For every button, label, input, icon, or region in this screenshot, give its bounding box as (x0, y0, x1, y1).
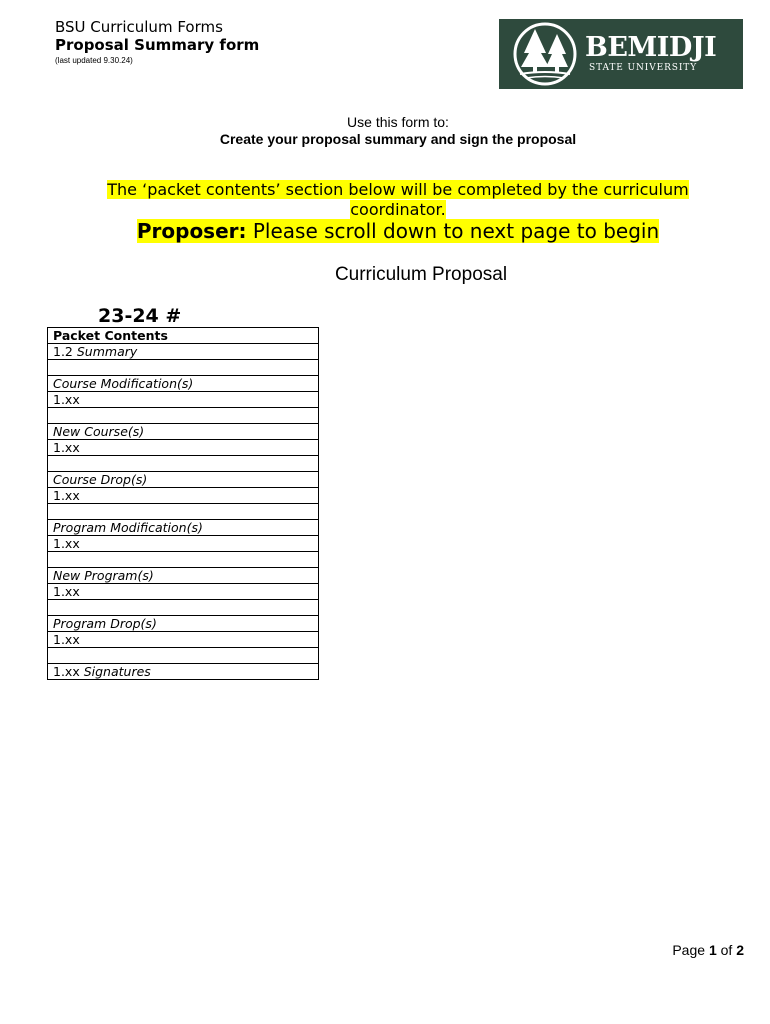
packet-cell: Course Modification(s) (48, 376, 319, 392)
coordinator-note (96, 180, 700, 220)
table-row (48, 328, 319, 344)
item-number: 1.2 (53, 344, 77, 359)
proposal-number-label: 23-24 # (98, 305, 182, 327)
logo-wordmark: BEMIDJI (585, 32, 717, 63)
of-word: of (716, 942, 737, 958)
packet-cell (48, 344, 319, 360)
form-header (55, 18, 259, 67)
intro-line: Use this form to: (347, 114, 449, 130)
logo-subtitle: STATE UNIVERSITY (589, 63, 698, 73)
page-number (672, 942, 744, 959)
packet-cell (48, 360, 319, 376)
item-label: Signatures (83, 664, 151, 679)
table-row (48, 408, 319, 424)
table-row (48, 488, 319, 504)
packet-cell (48, 408, 319, 424)
table-row (48, 520, 319, 536)
table-row (48, 360, 319, 376)
proposer-text: Please scroll down to next page to begin (246, 219, 660, 243)
coordinator-note-text: The ‘packet contents’ section below will be completed by the curriculum coordinator. (107, 180, 689, 219)
item-number: 1.xx (53, 664, 84, 679)
table-row (48, 600, 319, 616)
form-title: Proposal Summary form (55, 36, 260, 54)
table-row (48, 472, 319, 488)
packet-cell (48, 504, 319, 520)
packet-cell: Program Modification(s) (48, 520, 319, 536)
table-row (48, 504, 319, 520)
table-row (48, 632, 319, 648)
packet-cell: 1.xx (48, 632, 319, 648)
table-row (48, 616, 319, 632)
forms-series-title: BSU Curriculum Forms (55, 18, 223, 36)
table-row (48, 552, 319, 568)
packet-cell: 1.xx (48, 392, 319, 408)
intro-instruction: Create your proposal summary and sign the proposal (219, 131, 577, 147)
proposer-label: Proposer: (136, 219, 247, 243)
table-row (48, 392, 319, 408)
packet-cell (48, 664, 319, 680)
packet-cell: Course Drop(s) (48, 472, 319, 488)
total-pages: 2 (736, 942, 744, 958)
packet-cell: 1.xx (48, 488, 319, 504)
university-logo (499, 19, 743, 89)
packet-cell: 1.xx (48, 536, 319, 552)
last-updated-note: (last updated 9.30.24) (55, 56, 133, 65)
packet-cell (48, 456, 319, 472)
current-page: 1 (708, 942, 717, 958)
packet-contents-table (47, 327, 319, 680)
table-row (48, 664, 319, 680)
packet-cell (48, 648, 319, 664)
packet-cell: Program Drop(s) (48, 616, 319, 632)
table-row (48, 648, 319, 664)
packet-cell (48, 552, 319, 568)
packet-cell: New Course(s) (48, 424, 319, 440)
table-row (48, 456, 319, 472)
packet-cell: New Program(s) (48, 568, 319, 584)
table-row (48, 440, 319, 456)
table-row (48, 568, 319, 584)
page-word: Page (672, 942, 709, 958)
table-row (48, 424, 319, 440)
proposer-instruction (0, 219, 770, 244)
table-row (48, 376, 319, 392)
packet-cell (48, 600, 319, 616)
packet-cell: Packet Contents (48, 328, 319, 344)
table-row (48, 344, 319, 360)
proposer-highlight (137, 219, 659, 243)
item-label: Summary (76, 344, 138, 359)
table-row (48, 536, 319, 552)
packet-cell: 1.xx (48, 440, 319, 456)
table-row (48, 584, 319, 600)
proposal-title: Curriculum Proposal (334, 264, 508, 285)
packet-cell: 1.xx (48, 584, 319, 600)
